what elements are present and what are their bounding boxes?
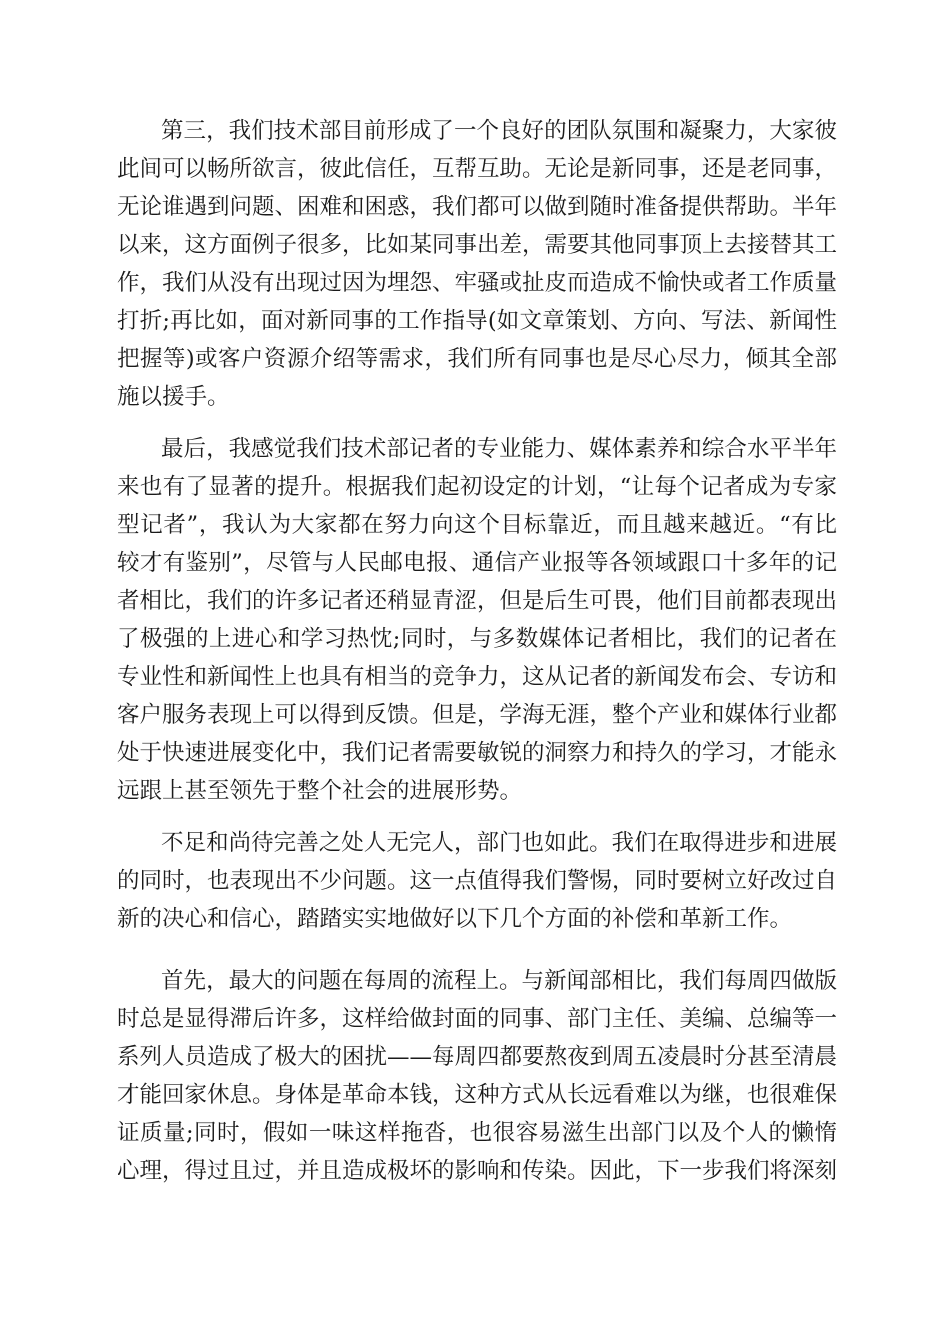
paragraph-line: 型记者”，我认为大家都在努力向这个目标靠近，而且越来越近。“有比	[117, 512, 837, 538]
paragraph-line: 把握等)或客户资源介绍等需求，我们所有同事也是尽心尽力，倾其全部	[117, 346, 837, 372]
paragraph-line: 新的决心和信心，踏踏实实地做好以下几个方面的补偿和革新工作。	[117, 906, 793, 932]
paragraph-line: 最后，我感觉我们技术部记者的专业能力、媒体素养和综合水平半年	[161, 436, 837, 462]
paragraph-line: 时总是显得滞后许多，这样给做封面的同事、部门主任、美编、总编等一	[117, 1006, 838, 1032]
paragraph-first-problem	[117, 962, 837, 1190]
paragraph-line: 作，我们从没有出现过因为埋怨、牢骚或扯皮而造成不愉快或者工作质量	[117, 270, 838, 296]
paragraph-line: 的同时，也表现出不少问题。这一点值得我们警惕，同时要树立好改过自	[117, 868, 838, 894]
paragraph-line: 第三，我们技术部目前形成了一个良好的团队氛围和凝聚力，大家彼	[161, 118, 837, 144]
paragraph-line: 心理，得过且过，并且造成极坏的影响和传染。因此，下一步我们将深刻	[117, 1158, 838, 1184]
paragraph-finally	[117, 430, 837, 810]
paragraph-line: 系列人员造成了极大的困扰——每周四都要熬夜到周五凌晨时分甚至清晨	[117, 1044, 838, 1070]
paragraph-line: 专业性和新闻性上也具有相当的竞争力，这从记者的新闻发布会、专访和	[117, 664, 838, 690]
paragraph-line: 远跟上甚至领先于整个社会的进展形势。	[117, 778, 523, 804]
paragraph-line: 以来，这方面例子很多，比如某同事出差，需要其他同事顶上去接替其工	[117, 232, 838, 258]
paragraph-line: 客户服务表现上可以得到反馈。但是，学海无涯，整个产业和媒体行业都	[117, 702, 838, 728]
paragraph-line: 者相比，我们的许多记者还稍显青涩，但是后生可畏，他们目前都表现出	[117, 588, 838, 614]
paragraph-line: 首先，最大的问题在每周的流程上。与新闻部相比，我们每周四做版	[161, 968, 837, 994]
paragraph-line: 证质量;同时，假如一味这样拖沓，也很容易滋生出部门以及个人的懒惰	[117, 1120, 837, 1146]
paragraph-line: 处于快速进展变化中，我们记者需要敏锐的洞察力和持久的学习，才能永	[117, 740, 838, 766]
paragraph-line: 较才有鉴别”，尽管与人民邮电报、通信产业报等各领域跟口十多年的记	[117, 550, 837, 576]
paragraph-line: 了极强的上进心和学习热忱;同时，与多数媒体记者相比，我们的记者在	[117, 626, 837, 652]
paragraph-line: 不足和尚待完善之处人无完人，部门也如此。我们在取得进步和进展	[161, 830, 837, 856]
paragraph-line: 打折;再比如，面对新同事的工作指导(如文章策划、方向、写法、新闻性	[117, 308, 837, 334]
paragraph-line: 无论谁遇到问题、困难和困惑，我们都可以做到随时准备提供帮助。半年	[117, 194, 838, 220]
paragraph-line: 此间可以畅所欲言，彼此信任，互帮互助。无论是新同事，还是老同事，	[117, 156, 838, 182]
paragraph-third-point	[117, 112, 837, 416]
paragraph-line: 来也有了显著的提升。根据我们起初设定的计划，“让每个记者成为专家	[117, 474, 837, 500]
paragraph-line: 施以援手。	[117, 384, 230, 410]
paragraph-line: 才能回家休息。身体是革命本钱，这种方式从长远看难以为继，也很难保	[117, 1082, 838, 1108]
paragraph-shortcomings	[117, 824, 837, 938]
